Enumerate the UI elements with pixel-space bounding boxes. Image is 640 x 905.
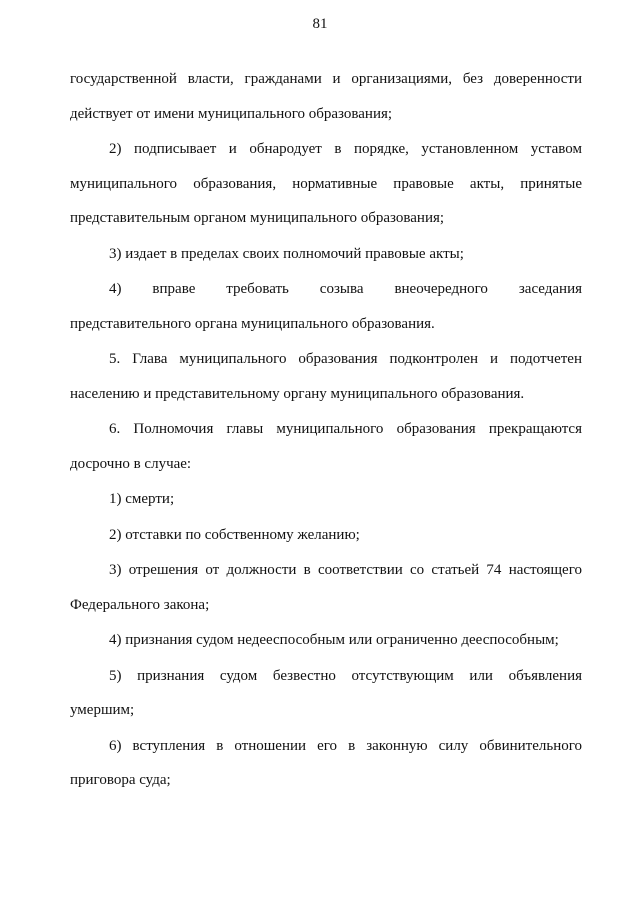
document-body	[70, 63, 582, 799]
text-line: действует от имени муниципального образования;	[70, 105, 393, 122]
text-line: представительным органом муниципального образования;	[70, 210, 445, 226]
text-line: представительного органа муниципального образования.	[70, 315, 435, 332]
text-line: населению и представительному органу муниципального образования.	[70, 385, 525, 402]
page-number: 81	[312, 16, 328, 32]
text-line: 3) отрешения от должности в соответствии со статьей 74 настоящего	[109, 562, 582, 578]
text-line: 6. Полномочия главы муниципального образования прекращаются	[109, 421, 582, 437]
text-line: 5. Глава муниципального образования подконтролен и подотчетен	[109, 351, 582, 367]
text-line: 3) издает в пределах своих полномочий правовые акты;	[109, 245, 464, 262]
text-line: досрочно в случае:	[70, 455, 192, 472]
text-line: 6) вступления в отношении его в законную силу обвинительного	[109, 737, 582, 754]
text-line: муниципального образования, нормативные правовые акты, принятые	[70, 175, 582, 192]
text-line: 2) подписывает и обнародует в порядке, установленном уставом	[109, 141, 582, 157]
text-line: 4) признания судом недееспособным или ограниченно дееспособным;	[109, 632, 559, 648]
text-line: приговора суда;	[70, 772, 171, 788]
text-line: 5) признания судом безвестно отсутствующим или объявления	[109, 667, 582, 684]
text-line: Федерального закона;	[70, 596, 210, 613]
text-line: 2) отставки по собственному желанию;	[109, 526, 360, 543]
text-line: 4) вправе требовать созыва внеочередного заседания	[109, 281, 582, 297]
text-line: умершим;	[70, 702, 135, 718]
text-line: государственной власти, гражданами и организациями, без доверенности	[70, 71, 582, 87]
text-line: 1) смерти;	[109, 491, 175, 507]
